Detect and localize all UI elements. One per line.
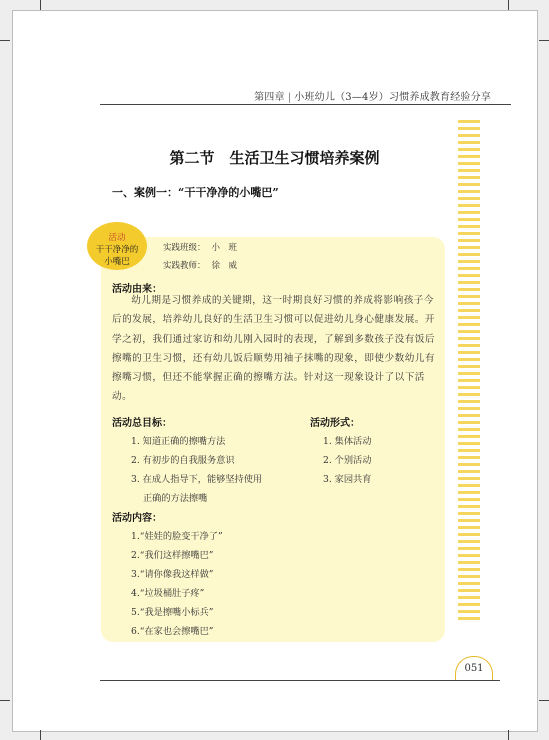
decorative-stripe	[458, 554, 480, 557]
goal-item: 3. 在成人指导下，能够坚持使用	[131, 474, 263, 485]
practice-teacher	[163, 259, 237, 271]
decorative-stripe	[458, 610, 480, 613]
decorative-stripe	[458, 169, 480, 172]
page-number: 051	[455, 656, 493, 681]
decorative-stripe	[458, 232, 480, 235]
decorative-stripe	[458, 568, 480, 571]
decorative-stripe	[458, 323, 480, 326]
decorative-stripe	[458, 547, 480, 550]
decorative-stripe	[458, 141, 480, 144]
decorative-stripe	[458, 484, 480, 487]
header-separator: |	[287, 92, 292, 103]
decorative-stripe	[458, 428, 480, 431]
decorative-stripe	[458, 414, 480, 417]
decorative-stripes	[458, 120, 484, 624]
decorative-stripe	[458, 211, 480, 214]
badge-name-line1: 干干净净的	[95, 245, 139, 255]
goals-heading: 活动总目标：	[112, 418, 172, 429]
decorative-stripe	[458, 295, 480, 298]
decorative-stripe	[458, 512, 480, 515]
form-item: 1. 集体活动	[323, 436, 372, 447]
decorative-stripe	[458, 575, 480, 578]
decorative-stripe	[458, 519, 480, 522]
decorative-stripe	[458, 260, 480, 263]
decorative-stripe	[458, 281, 480, 284]
decorative-stripe	[458, 449, 480, 452]
decorative-stripe	[458, 456, 480, 459]
decorative-stripe	[458, 589, 480, 592]
content-item: 1.“娃娃的脸变干净了”	[131, 531, 223, 542]
decorative-stripe	[458, 407, 480, 410]
content-item: 4.“垃圾桶肚子疼”	[131, 588, 205, 599]
activity-badge	[87, 222, 147, 270]
decorative-stripe	[458, 337, 480, 340]
decorative-stripe	[458, 505, 480, 508]
origin-text	[112, 291, 437, 407]
content-item: 6.“在家也会擦嘴巴”	[131, 626, 214, 637]
decorative-stripe	[458, 239, 480, 242]
decorative-stripe	[458, 463, 480, 466]
decorative-stripe	[458, 561, 480, 564]
decorative-stripe	[458, 435, 480, 438]
header-book-title: 小班幼儿（3—4岁）习惯养成教育经验分享	[294, 92, 491, 103]
crop-mark	[0, 700, 10, 701]
decorative-stripe	[458, 225, 480, 228]
practice-class-value: 小 班	[211, 243, 238, 253]
crop-mark	[539, 700, 549, 701]
decorative-stripe	[458, 190, 480, 193]
forms-heading: 活动形式：	[310, 418, 360, 429]
decorative-stripe	[458, 183, 480, 186]
goal-item-continued: 正确的方法擦嘴	[143, 493, 208, 504]
crop-mark	[508, 730, 509, 740]
decorative-stripe	[458, 498, 480, 501]
decorative-stripe	[458, 302, 480, 305]
decorative-stripe	[458, 540, 480, 543]
content-item: 2.“我们这样擦嘴巴”	[131, 550, 214, 561]
origin-heading: 活动由来：	[112, 284, 162, 295]
decorative-stripe	[458, 218, 480, 221]
decorative-stripe	[458, 351, 480, 354]
decorative-stripe	[458, 442, 480, 445]
crop-mark	[40, 730, 41, 740]
decorative-stripe	[458, 204, 480, 207]
badge-name-line2: 小嘴巴	[104, 257, 130, 267]
goal-item: 1. 知道正确的擦嘴方法	[131, 436, 226, 447]
decorative-stripe	[458, 582, 480, 585]
practice-teacher-key: 实践教师：	[163, 261, 206, 271]
origin-paragraph: 幼儿期是习惯养成的关键期，这一时期良好习惯的养成将影响孩子今后的发展，培养幼儿良好的生活卫生习惯可以促进幼儿身心健康发展。开学之初，我们通过家访和幼儿刚入园时的表现，了解到多数孩子没有饭后擦嘴的卫生习惯，还有幼儿饭后顺势用袖子抹嘴的现象，即使少数幼儿有擦嘴习惯，但还不能掌握正确的擦嘴方法。针对这一现象设计了以下活动。	[112, 295, 435, 403]
header-chapter: 第四章	[254, 92, 285, 103]
decorative-stripe	[458, 386, 480, 389]
decorative-stripe	[458, 127, 480, 130]
decorative-stripe	[458, 267, 480, 270]
decorative-stripe	[458, 288, 480, 291]
decorative-stripe	[458, 477, 480, 480]
case-title: 一、案例一：“干干净净的小嘴巴”	[112, 186, 279, 199]
decorative-stripe	[458, 316, 480, 319]
decorative-stripe	[458, 617, 480, 620]
crop-mark	[539, 40, 549, 41]
decorative-stripe	[458, 274, 480, 277]
decorative-stripe	[458, 309, 480, 312]
running-header	[254, 88, 491, 103]
decorative-stripe	[458, 421, 480, 424]
decorative-stripe	[458, 596, 480, 599]
crop-mark	[508, 0, 509, 10]
content-item: 5.“我是擦嘴小标兵”	[131, 607, 214, 618]
badge-label: 活动	[108, 233, 126, 243]
decorative-stripe	[458, 253, 480, 256]
decorative-stripe	[458, 365, 480, 368]
decorative-stripe	[458, 393, 480, 396]
form-item: 3. 家园共育	[323, 474, 372, 485]
crop-mark	[40, 0, 41, 10]
practice-teacher-value: 徐 威	[211, 261, 238, 271]
decorative-stripe	[458, 344, 480, 347]
decorative-stripe	[458, 330, 480, 333]
decorative-stripe	[458, 400, 480, 403]
decorative-stripe	[458, 134, 480, 137]
decorative-stripe	[458, 358, 480, 361]
practice-class-key: 实践班级：	[163, 243, 206, 253]
decorative-stripe	[458, 491, 480, 494]
decorative-stripe	[458, 372, 480, 375]
form-item: 2. 个别活动	[323, 455, 372, 466]
section-title: 第二节 生活卫生习惯培养案例	[169, 149, 380, 167]
decorative-stripe	[458, 603, 480, 606]
practice-class	[163, 241, 237, 253]
decorative-stripe	[458, 197, 480, 200]
decorative-stripe	[458, 379, 480, 382]
decorative-stripe	[458, 533, 480, 536]
decorative-stripe	[458, 246, 480, 249]
footer-rule	[100, 680, 500, 681]
decorative-stripe	[458, 526, 480, 529]
decorative-stripe	[458, 120, 480, 123]
goal-item: 2. 有初步的自我服务意识	[131, 455, 235, 466]
decorative-stripe	[458, 470, 480, 473]
content-heading: 活动内容：	[112, 513, 162, 524]
decorative-stripe	[458, 176, 480, 179]
content-item: 3.“请你像我这样做”	[131, 569, 214, 580]
crop-mark	[0, 40, 10, 41]
header-rule	[100, 104, 511, 105]
